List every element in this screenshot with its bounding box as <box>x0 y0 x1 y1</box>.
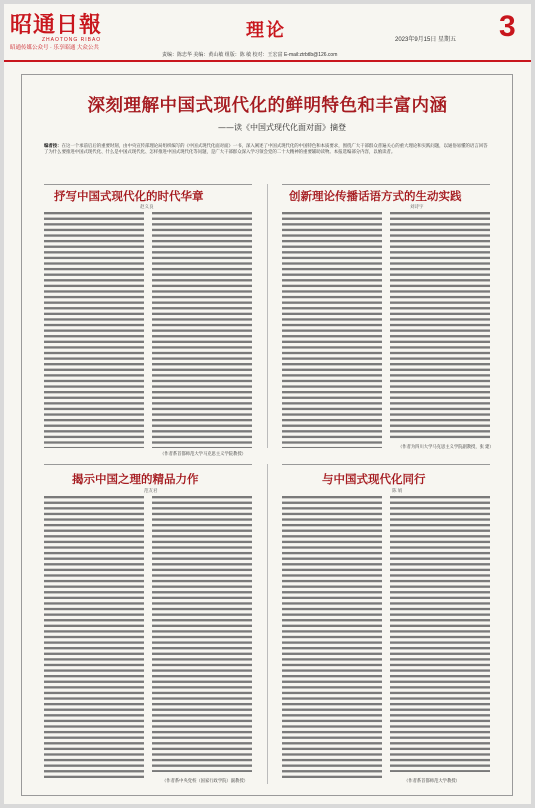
page-number: 3 <box>499 10 516 43</box>
section-title-3: 揭示中国之理的精品力作 <box>72 472 199 486</box>
column-divider <box>267 464 268 784</box>
main-headline: 深刻理解中国式现代化的鲜明特色和丰富内涵 <box>87 96 448 116</box>
article-column <box>282 496 382 780</box>
column-divider <box>267 184 268 448</box>
masthead <box>4 4 531 62</box>
newspaper-logo: 昭通日報 <box>10 12 103 38</box>
article-column <box>44 496 144 780</box>
editorial-credits: 责编：陈忠华 美编：黄山敏 组版：陈 敏 校对：王宏富 E-mail:ztrbtlb@126.com <box>162 52 338 58</box>
author-note-3: （作者系中央党校（国家行政学院）副教授） <box>162 778 248 783</box>
section-title-2: 创新理论传播话语方式的生动实践 <box>289 189 462 203</box>
section-byline-4: 陈 娟 <box>392 488 403 493</box>
editor-note-text: 在这一个承前启后的重要时刻，由中央宣传部理论局组织编写的《中国式现代化面对面》一书，深入阐述了中国式现代化的中国特色和本质要求，围绕广大干部群众普遍关心的重大理论和实践问题，以通俗易懂的语言回答了为什么要推进中国式现代化、什么是中国式现代化、怎样推进中国式现代化等问题，是广大干部群众深入学习领会党的二十大精神的重要辅助读物。本报选编部分内容，以飨读者。 <box>44 143 488 155</box>
article-column <box>152 496 252 772</box>
section-rule <box>44 464 252 465</box>
section-byline-3: 范友君 <box>144 488 158 493</box>
section-title-1: 抒写中国式现代化的时代华章 <box>54 189 204 203</box>
section-byline-1: 赵义良 <box>140 204 154 209</box>
editor-note-label: 编者按： <box>44 143 62 148</box>
section-title-4: 与中国式现代化同行 <box>322 472 426 486</box>
article-column <box>390 496 490 772</box>
section-byline-2: 刘诗宇 <box>410 204 424 209</box>
newspaper-logo-english: ZHAOTONG RIBAO <box>42 37 102 43</box>
sub-headline: ——读《中国式现代化面对面》摘登 <box>218 123 346 132</box>
author-note-4: （作者系首都师范大学教授） <box>404 778 460 783</box>
article-column <box>282 212 382 448</box>
author-note-2: （作者为四川大学马克思主义学院副教授，张 建） <box>398 444 494 449</box>
article-column <box>390 212 490 440</box>
article-column <box>152 212 252 448</box>
section-rule <box>44 184 252 185</box>
section-name: 理论 <box>246 20 286 41</box>
masthead-divider <box>4 60 531 62</box>
author-note-1: （作者系首都师范大学马克思主义学院教授） <box>160 451 246 456</box>
newspaper-page <box>4 4 531 804</box>
section-rule <box>282 464 490 465</box>
newspaper-logo-subtitle: 昭通传媒公众号 · 乐享昭通 大众公共 <box>10 45 99 51</box>
issue-date: 2023年9月15日 星期五 <box>395 37 457 43</box>
editor-note <box>44 143 490 173</box>
article-column <box>44 212 144 448</box>
section-rule <box>282 184 490 185</box>
